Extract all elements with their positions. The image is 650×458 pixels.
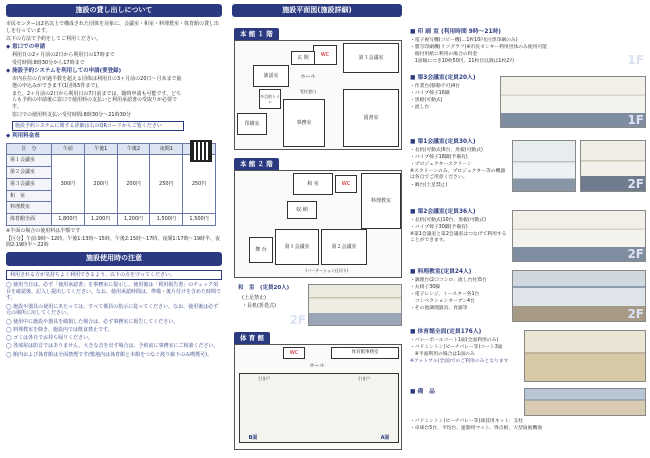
detail-line: ・電子レンジ、トースター各1台 xyxy=(410,292,480,297)
room-entrance: 玄 関 xyxy=(291,51,315,65)
detail-line: ・プロジェクタースクリーン xyxy=(410,162,472,167)
detail-line: ※アゥトサル(全面)でのご利用のみとなります xyxy=(410,359,509,365)
detail-meeting-1 xyxy=(410,138,648,194)
room-washitsu[interactable]: 和 室 xyxy=(293,173,333,195)
caution-intro: 利用される方が気持ちよく利用できるよう、以下の点を守ってください。 xyxy=(6,270,222,281)
floor1-label: 本 館 １ 階 xyxy=(234,28,279,41)
gym-b-side: B面 xyxy=(248,434,258,441)
detail-line: ・その他調理器具、食器等 xyxy=(410,306,468,312)
header-cell: 区 分 xyxy=(7,143,52,155)
fee-cell: 300円 xyxy=(52,155,85,214)
detail-title: ■ 印 刷 室 (利用時間 9時～21時) xyxy=(410,29,501,35)
floor-badge: 1F xyxy=(627,112,644,127)
caution-item: ◯ 施設や器具の使用にあたっては、すべて係員の指示に従ってください。なお、使用後は必ず元の場所に戻してください。 xyxy=(6,303,219,317)
caution-header: 施設使用時の注意 xyxy=(6,252,222,265)
detail-line: ・謄写印刷機(リソグラフ)※市民センター利用団体のみ使用可能 xyxy=(410,44,548,50)
detail-line: ・丸椅子30脚 xyxy=(410,284,441,290)
detail-text xyxy=(410,208,508,245)
header-cell: 午後2 xyxy=(117,143,150,155)
detail-line: ※スクリーンのみ、プロジェクター等の機器は各自でご用意ください。 xyxy=(410,169,506,181)
wc-mark: WC xyxy=(335,175,357,193)
detail-meeting-3 xyxy=(410,74,648,130)
detail-text xyxy=(410,74,496,112)
detail-line: ※第1会議室と第2会議室はつなげて利用することができます。 xyxy=(410,232,507,244)
qr-code[interactable] xyxy=(190,140,212,162)
washitsu-info xyxy=(234,284,402,328)
caution-item: ◯ ゴミは各自でお持ち帰りください。 xyxy=(6,335,94,342)
detail-text xyxy=(410,388,520,398)
room-cell: 体育館全面 xyxy=(7,214,52,226)
header-cell: 午前 xyxy=(52,143,85,155)
caution-item: ◯ 使用当日は、必ず「使用承認書」を事務室に提示し、使用後は「利用報告書」のチェック項目を確認後、記入し提出してください。なお、使用承認時間は、準備・後片付けを含めた時間です。 xyxy=(6,281,222,302)
multipurpose-toilet: 多目的トイレ xyxy=(259,89,281,109)
caution-item: ◯ 料理教室を除き、施設内では飲食禁止です。 xyxy=(6,326,113,333)
header-cell: 午後1 xyxy=(84,143,117,155)
detail-line: ・バドミントン(ビーチバレー等)コート3面 xyxy=(410,344,503,350)
detail-text xyxy=(410,328,520,366)
table-note-2: 【区分】午前:9時～12時、午後1:13時～15時、午後2:15時～17時、夜間1:17時～19時半、夜間2:19時半～22時 xyxy=(6,235,221,249)
fee-table-title: ◆ 利用料金表 xyxy=(6,133,40,140)
online-apply-line-1: 市内在住の方が過半数を超える団体は利用日の3ヶ月前の20日～月末まで抽選の申込みができます(1団体5件まで)。 xyxy=(12,76,182,89)
detail-line: ・バドミントン(ビーチバレー等)球技用ネット、支柱 xyxy=(410,419,524,424)
fee-cell: 1,200円 xyxy=(84,214,117,226)
detail-line: ・舞台(土足禁止) xyxy=(410,182,448,188)
washitsu-title: 和 室 (定員20人) xyxy=(238,285,290,291)
wc-mark: WC xyxy=(313,45,337,65)
gym-door-right: 引き戸 xyxy=(358,376,370,382)
detail-gym xyxy=(410,328,648,386)
fee-cell: 1,200円 xyxy=(117,214,150,226)
detail-title: ■ 備 品 xyxy=(410,389,435,395)
reception-window: 受付窓口 xyxy=(299,89,317,95)
floor2-plan xyxy=(234,170,402,278)
detail-line: ・長机(可動式)6台、黒板(可動式) xyxy=(410,147,483,153)
online-apply-title: ◆ 施設予約システムを利用しての申請(要登録) xyxy=(6,67,122,74)
room-hall: ホール xyxy=(300,73,316,80)
room-photo xyxy=(512,210,646,262)
online-apply-line-2: また、2ヶ月前の2日から利用日の7日前までは、随時申請も可能です。どちらも予約の申請後に窓口で使用料の支払いと利用承認書の受取りが必要です。 xyxy=(12,90,182,111)
detail-line: ・パイプ椅子30脚(予備有) xyxy=(410,224,468,230)
detail-line: 個付用紙に利用の場合の料金 xyxy=(410,52,478,57)
table-row xyxy=(7,214,216,226)
gym-door-left: 引き戸 xyxy=(258,376,270,382)
detail-line: ・長机(可動式)10台、黒板(可動式) xyxy=(410,217,486,223)
detail-title: ■ 体育館全面(定員176人) xyxy=(410,329,482,335)
equipment-lines xyxy=(410,418,646,434)
detail-equipment xyxy=(410,388,648,452)
room-cooking[interactable]: 料理教室 xyxy=(361,173,401,229)
gym-office: 体育館事務室 xyxy=(331,347,399,359)
detail-line: ・バレーボールコート1面(全面利用のみ) xyxy=(410,337,499,343)
caution-list xyxy=(6,282,222,359)
fee-cell: 1,500円 xyxy=(183,214,216,226)
caution-item: ◯ 館内および体育館は全面禁煙です(敷地内は体育館と本館をつなぐ渡り廊下のみ喫煙可)。 xyxy=(6,351,213,358)
wc-mark: WC xyxy=(283,347,305,359)
room-photo xyxy=(512,270,646,322)
room-1st-meeting[interactable]: 第１会議室 xyxy=(275,229,319,265)
room-library[interactable]: 図書室 xyxy=(343,89,399,147)
room-photo xyxy=(500,76,646,128)
gym-a-side: A面 xyxy=(380,434,390,441)
detail-line: ・電子複写機(コピー機)…1枚10円(白黒印刷のみ) xyxy=(410,37,518,43)
room-cell: 和 室 xyxy=(7,190,52,202)
online-apply-line-3: 窓口での使用料支払い受付時間:8時30分～21時30分 xyxy=(12,111,131,118)
table-note-1: ※半面の場合の使用料は半額です xyxy=(6,227,81,234)
caution-item: ◯ 各部屋は防音ではありません。大きな音を出す場合は、予約前に事務室にご相談ください。 xyxy=(6,343,219,350)
floorplan-header: 施設平面図(施設詳細) xyxy=(232,4,402,17)
caution-item: ◯ 使用中に施設や器具を破損した場合は、必ず事務室に報告してください。 xyxy=(6,318,179,325)
detail-line: コンベクションオーブン4台 xyxy=(410,299,475,305)
gym-hall: ホール xyxy=(309,362,325,369)
detail-title: ■ 第2会議室(定員36人) xyxy=(410,209,476,215)
detail-text xyxy=(410,268,508,314)
equipment-photo xyxy=(524,388,646,416)
floor1-plan xyxy=(234,40,402,150)
room-3rd-meeting[interactable]: 第３会議室 xyxy=(343,43,399,73)
table-row xyxy=(7,155,216,167)
intro-line-1: 市民センターは2名以上で構成された団体を対象に、会議室・和室・料理教室・体育館の貸し出しを行っています。 xyxy=(6,21,219,35)
room-cell: 第２会議室 xyxy=(7,167,52,179)
floor-badge: 2F xyxy=(627,306,644,321)
gym-plan xyxy=(234,344,402,450)
fee-cell: 200円 xyxy=(117,155,150,214)
room-2nd-meeting[interactable]: 第２会議室 xyxy=(321,229,367,265)
partition-note: (パーテーション仕切り) xyxy=(305,268,349,274)
room-stage: 舞 台 xyxy=(249,237,273,263)
qr-note: 施設予約システムに関する詳細は右のQRコードからご覧ください xyxy=(12,121,184,132)
detail-meeting-2 xyxy=(410,208,648,264)
floor2-label: 本 館 ２ 階 xyxy=(234,158,279,171)
gym-label: 体 育 館 xyxy=(234,332,270,345)
floorplan-column xyxy=(228,0,406,458)
detail-title: ■ 第3会議室(定員20人) xyxy=(410,75,476,81)
detail-line: ・パイプ椅子16脚 xyxy=(410,90,450,96)
detail-line: ・作業台(移動不可)4台 xyxy=(410,83,460,89)
details-column xyxy=(406,0,650,458)
detail-line: 1原稿につき10枚50円、11枚目以降は1枚2円 xyxy=(410,59,515,65)
header-cell: 夜間1 xyxy=(150,143,183,155)
washitsu-line: ・長机(折畳式) xyxy=(242,303,276,309)
detail-line: ・黒板(可動式) xyxy=(410,98,443,103)
detail-line: ・卓球台5台、平均台、運動用マット、得点板、大型扇風機他 xyxy=(410,426,542,432)
detail-text xyxy=(410,28,646,66)
fee-cell: 1,800円 xyxy=(52,214,85,226)
detail-line: ・パイプ椅子18脚(予備有) xyxy=(410,154,468,160)
floor-badge: 2F xyxy=(627,246,644,261)
room-cell: 料理教室 xyxy=(7,202,52,214)
fee-cell: 250円 xyxy=(183,155,216,214)
fee-table-header xyxy=(7,143,216,155)
window-apply-line-2: 受付時間:8時30分から17時まで xyxy=(12,59,85,66)
detail-line: ※半面利用の場合は1面のみ xyxy=(410,352,475,357)
room-cell: 第３会議室 xyxy=(7,178,52,190)
washitsu-photo xyxy=(308,284,402,326)
room-office: 事務室 xyxy=(283,99,325,147)
fee-cell: 250円 xyxy=(150,155,183,214)
floor-badge: 1F xyxy=(627,52,644,67)
detail-text xyxy=(410,138,508,190)
window-apply-line-1: 利用日の2ヶ月前の2日から利用日の17時まで xyxy=(12,52,115,59)
detail-cooking xyxy=(410,268,648,324)
room-lounge[interactable]: 談話室 xyxy=(253,65,289,87)
room-cell: 第１会議室 xyxy=(7,155,52,167)
detail-line: ・調理台(2口コンロ、流し台付)5台 xyxy=(410,277,487,283)
room-storage: 収 納 xyxy=(287,201,317,219)
window-apply-title: ◆ 窓口での申請 xyxy=(6,43,46,50)
fee-cell: 1,500円 xyxy=(150,214,183,226)
detail-line: ・流し台 xyxy=(410,105,430,111)
room-print[interactable]: 印刷室 xyxy=(237,113,267,135)
fee-table xyxy=(6,143,216,226)
intro-line-2: 以下の方法で予約をしてご利用ください。 xyxy=(6,35,102,42)
gym-photo xyxy=(524,330,646,382)
left-column xyxy=(0,0,228,458)
fee-cell: 200円 xyxy=(84,155,117,214)
room-photo xyxy=(512,140,576,192)
floor-badge: 2F xyxy=(289,312,306,327)
washitsu-line: (土足禁止) xyxy=(242,295,266,301)
rental-header: 施設の貸し出しについて xyxy=(6,4,222,17)
detail-title: ■ 第1会議室(定員30人) xyxy=(410,139,476,145)
detail-print-room xyxy=(410,28,648,70)
detail-title: ■ 料理教室(定員24人) xyxy=(410,269,472,275)
floor-badge: 2F xyxy=(627,176,644,191)
